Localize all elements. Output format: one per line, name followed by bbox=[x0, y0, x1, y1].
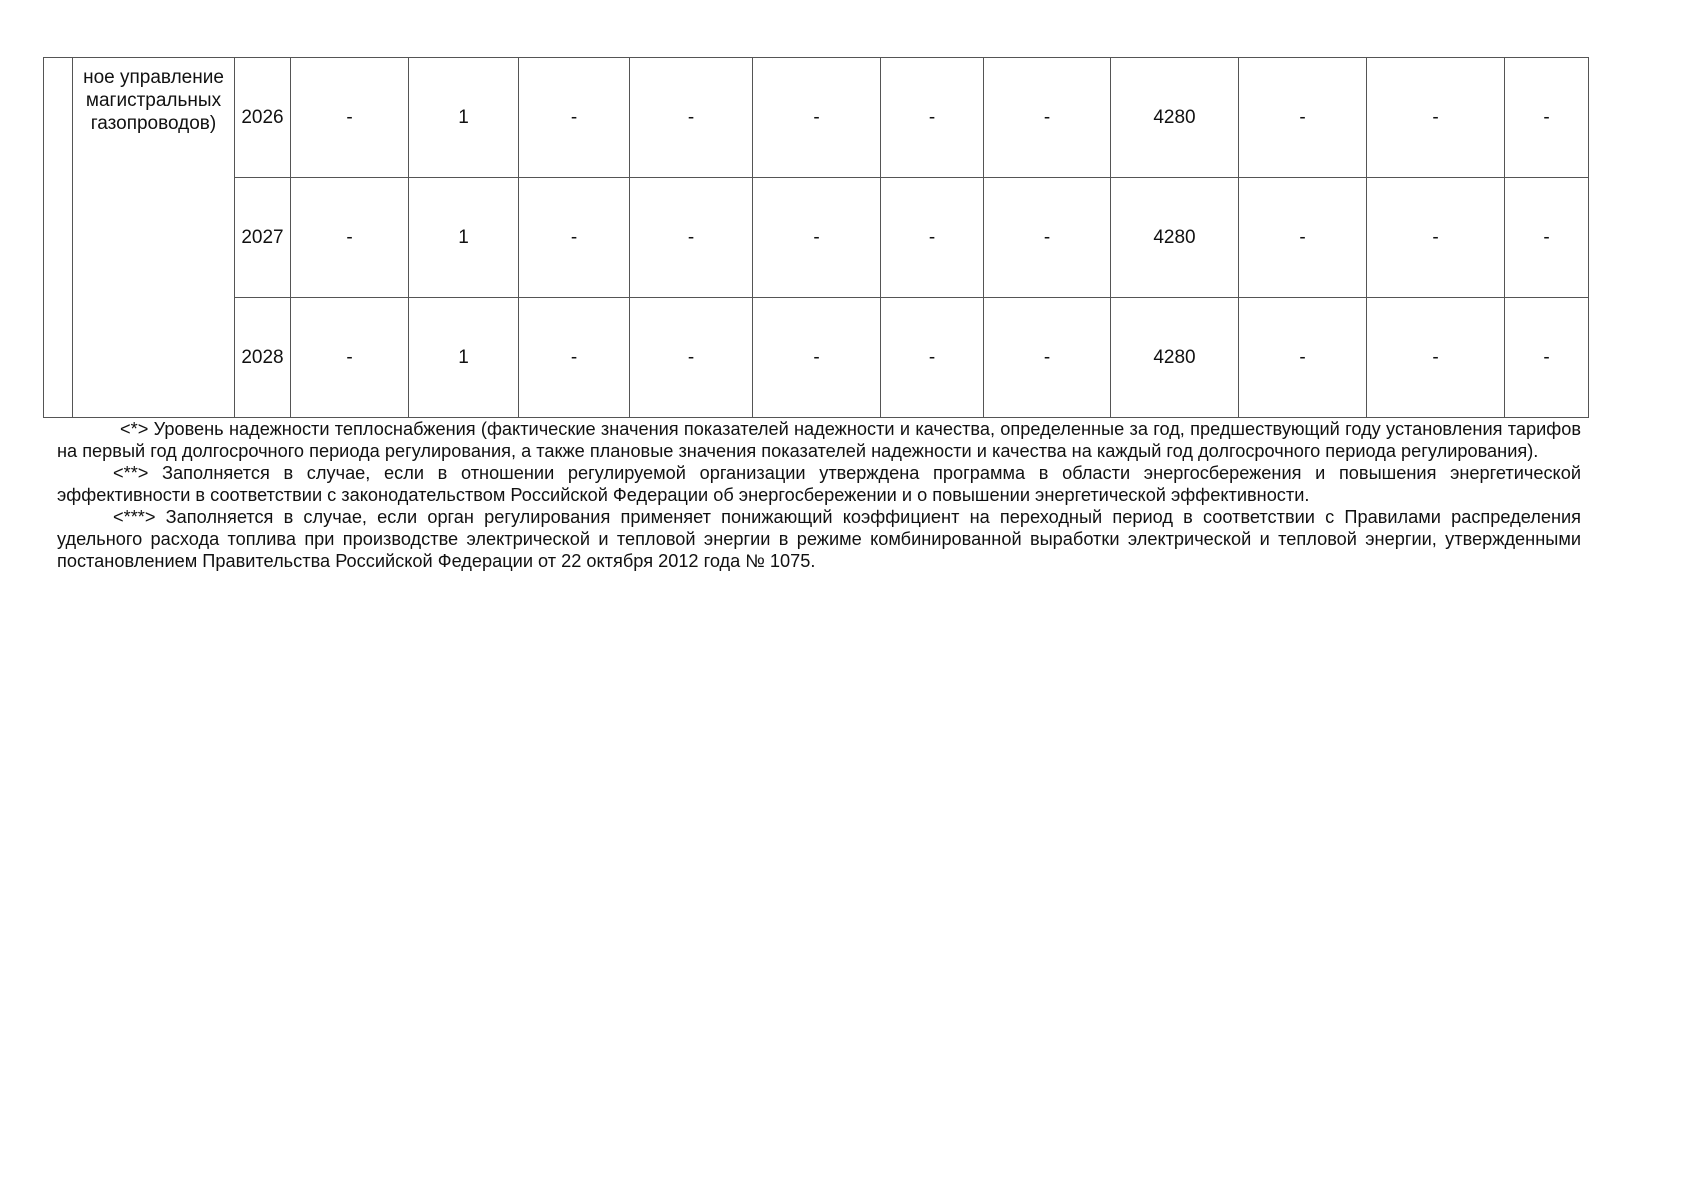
row-number-cell bbox=[44, 58, 73, 418]
table-cell: - bbox=[1367, 58, 1505, 178]
footnote-energy-saving: <**> Заполняется в случае, если в отношении регулируемой организации утверждена программа в области энергосбережения и повышения энергетической эффективности в соответствии с законодательством Российской Федерации об энергосбережении и о повышении энергетической эффективности. bbox=[57, 463, 1581, 505]
table-row bbox=[44, 178, 1589, 298]
table-cell: 1 bbox=[409, 58, 519, 178]
table-cell: - bbox=[1505, 58, 1589, 178]
table-body bbox=[44, 58, 1589, 418]
table-cell: - bbox=[984, 178, 1111, 298]
year-cell: 2028 bbox=[235, 298, 291, 418]
table-cell: - bbox=[291, 178, 409, 298]
table-cell: - bbox=[1505, 178, 1589, 298]
table-row bbox=[44, 58, 1589, 178]
table-cell: - bbox=[1367, 298, 1505, 418]
table-cell: - bbox=[881, 58, 984, 178]
table-cell: - bbox=[984, 298, 1111, 418]
table-cell: 4280 bbox=[1111, 298, 1239, 418]
table-cell: - bbox=[881, 178, 984, 298]
table-cell: 4280 bbox=[1111, 58, 1239, 178]
table-cell: - bbox=[1239, 58, 1367, 178]
table-cell: - bbox=[291, 58, 409, 178]
table-cell: - bbox=[519, 298, 630, 418]
table-cell: - bbox=[1239, 298, 1367, 418]
footnote-reduction-coefficient: <***> Заполняется в случае, если орган регулирования применяет понижающий коэффициент на переходный период в соответствии с Правилами распределения удельного расхода топлива при производстве электрической и тепловой энергии в режиме комбинированной выработки электрической и тепловой энергии, утвержденными постановлением Правительства Российской Федерации от 22 октября 2012 года № 1075. bbox=[57, 507, 1581, 571]
year-cell: 2026 bbox=[235, 58, 291, 178]
footnotes bbox=[57, 418, 1581, 572]
table-cell: - bbox=[291, 298, 409, 418]
table-cell: - bbox=[881, 298, 984, 418]
table-cell: 1 bbox=[409, 178, 519, 298]
table-row bbox=[44, 298, 1589, 418]
table-cell: - bbox=[753, 178, 881, 298]
table-cell: - bbox=[753, 58, 881, 178]
table-cell: - bbox=[1239, 178, 1367, 298]
table-cell: - bbox=[630, 298, 753, 418]
organization-name-cell: ное управление магистральных газопроводов) bbox=[73, 58, 235, 418]
table-cell: - bbox=[984, 58, 1111, 178]
table-cell: - bbox=[1505, 298, 1589, 418]
table-cell: 4280 bbox=[1111, 178, 1239, 298]
table-cell: - bbox=[1367, 178, 1505, 298]
footnote-reliability: <*> Уровень надежности теплоснабжения (фактические значения показателей надежности и качества, определенные за год, предшествующий году установления тарифов на первый год долгосрочного периода регулирования, а также плановые значения показателей надежности и качества на каждый год долгосрочного периода регулирования). bbox=[57, 419, 1581, 461]
indicators-table bbox=[43, 57, 1589, 418]
table-cell: - bbox=[519, 178, 630, 298]
table-cell: - bbox=[630, 178, 753, 298]
table-cell: - bbox=[519, 58, 630, 178]
table-cell: 1 bbox=[409, 298, 519, 418]
table-cell: - bbox=[753, 298, 881, 418]
table-cell: - bbox=[630, 58, 753, 178]
year-cell: 2027 bbox=[235, 178, 291, 298]
